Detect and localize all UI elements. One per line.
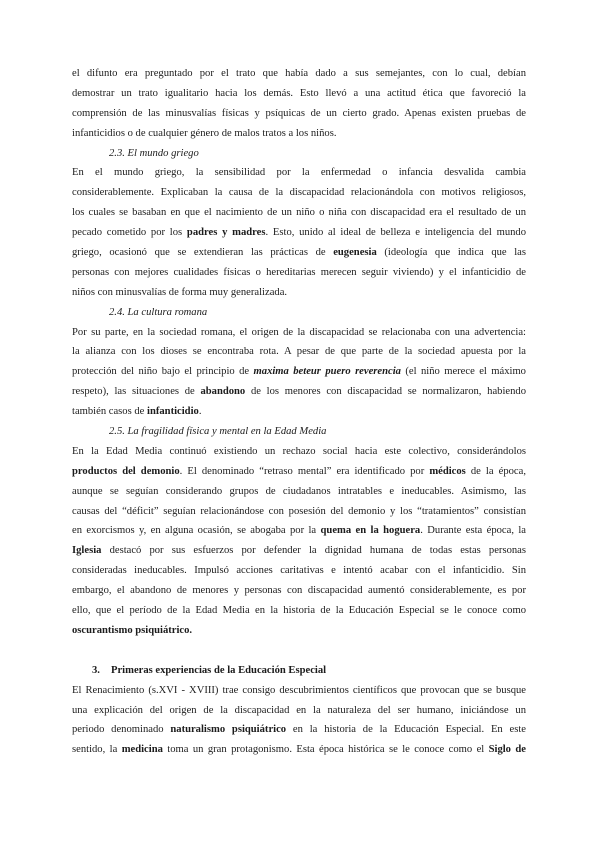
section-title: Primeras experiencias de la Educación Especial	[111, 664, 327, 676]
text-line: niños con minusvalías de forma muy generalizada.	[72, 286, 288, 298]
text-run: respeto), las situaciones de	[72, 386, 201, 398]
bold-term: eugenesia	[333, 247, 377, 259]
text-run: en la historia de la Educación Especial. En este	[286, 724, 526, 736]
text-line: causas del “déficit” seguían relacionándose con posesión del demonio y los “tratamientos” consistían	[72, 505, 526, 517]
paragraph-greek	[72, 163, 526, 302]
bold-term: medicina	[121, 744, 163, 756]
text-run: también casos de	[72, 406, 148, 418]
text-line: El Renacimiento (s.XVI - XVIII) trae consigo descubrimientos científicos que provocan que se busque	[72, 684, 526, 696]
bold-term: infanticidio	[147, 406, 199, 418]
spacer	[72, 641, 526, 661]
text-line: infanticidios o de cualquier género de malos tratos a los niños.	[72, 127, 337, 139]
text-run: periodo denominado	[72, 724, 171, 736]
text-line	[72, 521, 526, 541]
text-line: demostrar un trato igualitario hacia los demás. Esto llevó a una actitud ética que favoreció la	[72, 87, 526, 99]
text-line: considerablemente. Explicaban la causa de la discapacidad relacionándola con motivos religiosos,	[72, 187, 526, 199]
text-line: el difunto era preguntado por el trato que había dado a sus semejantes, con lo cual, debían	[72, 68, 526, 79]
text-run: (el niño merece el máximo	[400, 366, 526, 378]
paragraph-egypt	[72, 64, 526, 144]
text-line	[72, 740, 526, 760]
text-run: de los menores con discapacidad se normalizaron, habiendo	[245, 386, 526, 398]
bold-italic-term: maxima beteur puero reverencia	[253, 366, 401, 378]
text-line: En el mundo griego, la sensibilidad por la enfermedad o infancia desvalida cambia	[72, 167, 526, 179]
bold-term: Iglesia	[72, 545, 102, 557]
bold-term: productos del demonio	[72, 465, 180, 477]
bold-term: médicos	[429, 465, 466, 477]
text-line: Por su parte, en la sociedad romana, el origen de la discapacidad se relacionaba con una advertencia:	[72, 326, 526, 338]
text-run: sentido, la	[72, 744, 122, 756]
text-line	[72, 462, 526, 482]
bold-term: oscurantismo psiquiátrico.	[72, 624, 193, 636]
text-line: comprensión de las minusvalías físicas y psíquicas de un cierto grado. Apenas existen pruebas de	[72, 107, 526, 119]
text-run: pecado cometido por los	[72, 227, 187, 239]
text-line: En la Edad Media continuó existiendo un rechazo social hacia este colectivo, considerándolos	[72, 445, 526, 457]
text-line	[72, 223, 526, 243]
bold-term: abandono	[200, 386, 246, 398]
text-line: ello, que el período de la Edad Media en la historia de la Educación Especial se le conoce como	[72, 605, 526, 617]
text-run: griego, ocasionó que se extendieran las prácticas de	[72, 247, 334, 259]
text-line: consideradas ineducables. Impulsó acciones caritativas e intentó acabar con el infanticidio. Sin	[72, 565, 526, 577]
bold-term: quema en la hoguera	[320, 525, 421, 537]
text-line	[72, 382, 526, 402]
bold-term: naturalismo psiquiátrico	[170, 724, 287, 736]
subheading-mundo-griego: 2.3. El mundo griego	[109, 147, 199, 159]
text-line	[72, 243, 526, 263]
document-page	[72, 64, 526, 760]
text-run: toma un gran protagonismo. Esta época histórica se le conoce como el	[162, 744, 489, 756]
paragraph-middle-ages	[72, 442, 526, 641]
text-line	[72, 621, 526, 641]
text-run: en exorcismos y, en alguna ocasión, se abogaba por la	[72, 525, 321, 537]
text-run: destacó por sus esfuerzos por defender la dignidad humana de todas estas personas	[101, 545, 526, 557]
text-run: .	[198, 406, 202, 418]
text-line: la alianza con los dioses se encontraba rota. A pesar de que parte de la sociedad apuesta por la	[72, 346, 526, 358]
text-run: . El denominado “retraso mental” era identificado por	[179, 465, 430, 477]
text-line	[72, 720, 526, 740]
text-run: de la época,	[465, 465, 526, 477]
section-heading	[72, 661, 526, 681]
text-line	[72, 362, 526, 382]
text-line: los cuales se basaban en que el nacimiento de un niño o niña con discapacidad era el resultado de un	[72, 207, 526, 219]
text-line: personas con mejores cualidades físicas o hereditarias merecen seguir viviendo) y el infanticidio de	[72, 266, 526, 278]
bold-term: padres y madres	[186, 227, 266, 239]
subheading-edad-media: 2.5. La fragilidad física y mental en la Edad Media	[109, 426, 327, 438]
paragraph-renaissance	[72, 681, 526, 761]
text-run: . Esto, unido al ideal de belleza e inteligencia del mundo	[265, 227, 526, 239]
subheading-cultura-romana: 2.4. La cultura romana	[109, 306, 208, 318]
text-line: embargo, el abandono de menores y personas con discapacidad aumentó considerablemente, es por	[72, 585, 526, 597]
text-line: aunque se seguían considerando grupos de ciudadanos intratables e ineducables. Asimismo, las	[72, 485, 526, 497]
bold-term: Siglo de	[488, 744, 526, 756]
text-line: una explicación del origen de la discapacidad en la naturaleza del ser humano, iniciándose un	[72, 704, 526, 716]
section-number: 3.	[92, 664, 100, 676]
text-run: protección del niño bajo el principio de	[72, 366, 254, 378]
paragraph-roman	[72, 323, 526, 422]
text-run: . Durante esta época, la	[420, 525, 526, 537]
text-line	[72, 402, 526, 422]
text-run: (ideología que indica que las	[376, 247, 526, 259]
text-line	[72, 541, 526, 561]
